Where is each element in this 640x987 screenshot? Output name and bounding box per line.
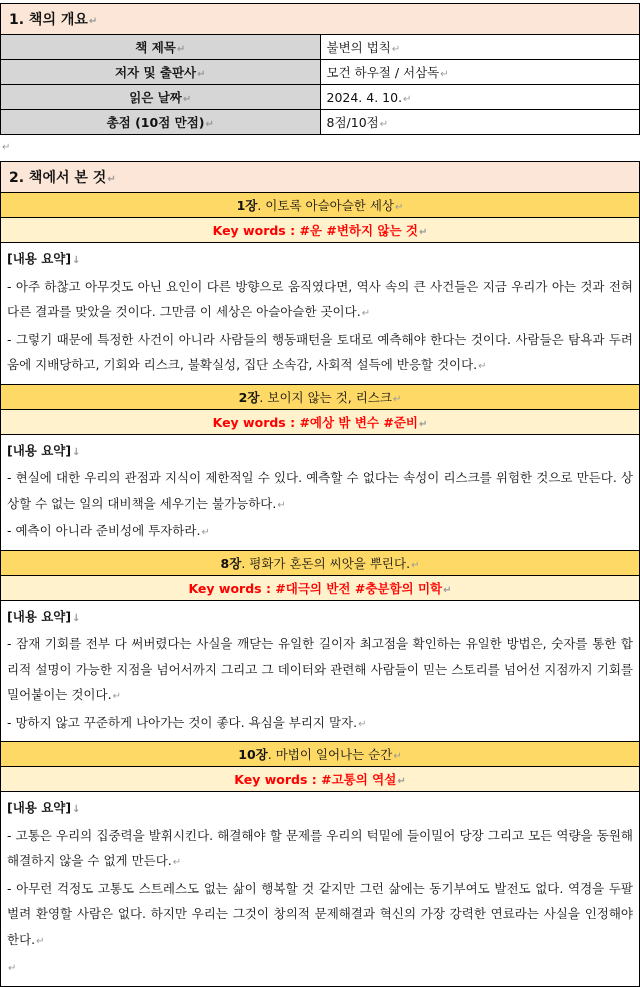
chapter-title: 2장. 보이지 않는 것, 리스크↵ [1, 384, 640, 409]
section2-title: 2. 책에서 본 것↵ [1, 162, 640, 193]
section1-title: 1. 책의 개요↵ [1, 4, 640, 35]
overview-label: 책 제목↵ [1, 35, 321, 60]
chapter-body [1, 243, 640, 385]
overview-value: 2024. 4. 10.↵ [320, 85, 640, 110]
keywords-row [1, 218, 640, 243]
keywords-row [1, 575, 640, 600]
summary-paragraph: - 망하지 않고 꾸준하게 나아가는 것이 좋다. 욕심을 부리지 말자.↵ [7, 714, 367, 730]
chapter-keywords: Key words : #고통의 역설↵ [1, 767, 640, 792]
keywords-row [1, 409, 640, 434]
summary-paragraph: - 아무런 걱정도 고통도 스트레스도 없는 삶이 행복할 것 같지만 그런 삶에는 동기부여도 발전도 없다. 역경을 두팔벌려 환영할 사람은 없다. 하지만 우리는 그것이 창의적 문제해결과 혁신의 가장 강력한 연료라는 사실을 인정해야 한다.↵ [7, 880, 633, 947]
chapter-body [1, 434, 640, 550]
overview-label: 저자 및 출판사↵ [1, 60, 321, 85]
chapter-title-row [1, 384, 640, 409]
summary-paragraph: - 현실에 대한 우리의 관점과 지식이 제한적일 수 있다. 예측할 수 없다는 속성이 리스크를 위험한 것으로 만든다. 상상할 수 없는 일의 대비책을 세우기는 불가능하다.↵ [7, 470, 633, 511]
chapter-keywords: Key words : #운 #변하지 않는 것↵ [1, 218, 640, 243]
summary-paragraph: - 그렇기 때문에 특정한 사건이 아니라 사람들의 행동패턴을 토대로 예측해야 한다는 것이다. 사람들은 탐욕과 두려움에 지배당하고, 기회와 리스크, 불확실성, 집단 소속감, 사회적 설득에 반응할 것이다.↵ [7, 331, 633, 372]
summary-label: [내용 요약]↓ [7, 251, 81, 266]
summary-label: [내용 요약]↓ [7, 608, 81, 624]
chapter-title: 1장. 이토록 아슬아슬한 세상↵ [1, 193, 640, 218]
overview-row-author [1, 60, 640, 85]
summary-paragraph: - 예측이 아니라 준비성에 투자하라.↵ [7, 523, 210, 538]
overview-table [0, 3, 640, 135]
chapters-table [0, 161, 640, 987]
chapter-title-row [1, 742, 640, 767]
overview-value: 불변의 법칙↵ [320, 35, 640, 60]
chapter-title-row [1, 193, 640, 218]
keywords-row [1, 767, 640, 792]
overview-row-title [1, 35, 640, 60]
summary-paragraph: - 고통은 우리의 집중력을 발휘시킨다. 해결해야 할 문제를 우리의 턱밑에 들이밀어 당장 그리고 모든 역량을 동원해 해결하지 않을 수 없게 만든다.↵ [7, 827, 633, 868]
chapter-body [1, 600, 640, 742]
chapter-keywords: Key words : #대극의 반전 #충분함의 미학↵ [1, 575, 640, 600]
overview-label: 읽은 날짜↵ [1, 85, 321, 110]
chapter-title: 10장. 마법이 일어나는 순간↵ [1, 742, 640, 767]
overview-label: 총점 (10점 만점)↵ [1, 110, 321, 135]
overview-row-score [1, 110, 640, 135]
chapter-title: 8장. 평화가 혼돈의 씨앗을 뿌린다.↵ [1, 550, 640, 575]
chapter-title-row [1, 550, 640, 575]
summary-paragraph: - 아주 하찮고 아무것도 아닌 요인이 다른 방향으로 움직였다면, 역사 속의 큰 사건들은 지금 우리가 아는 것과 전혀 다른 결과를 맞았을 것이다. 그만큼 이 세상은 아슬아슬한 곳이다.↵ [7, 278, 633, 319]
overview-value: 8점/10점↵ [320, 110, 640, 135]
chapter-keywords: Key words : #예상 밖 변수 #준비↵ [1, 409, 640, 434]
summary-label: [내용 요약]↓ [7, 800, 81, 815]
summary-label: [내용 요약]↓ [7, 442, 81, 458]
paragraph-mark: ↵ [8, 963, 17, 974]
paragraph-mark: ↵ [2, 142, 11, 153]
overview-row-date [1, 85, 640, 110]
overview-value: 모건 하우절 / 서삼독↵ [320, 60, 640, 85]
chapter-body [1, 792, 640, 987]
summary-paragraph: - 잠재 기회를 전부 다 써버렸다는 사실을 깨닫는 유일한 길이자 최고점을 확인하는 유일한 방법은, 숫자를 통한 합리적 설명이 가능한 지점을 넘어서까지 그리고 그 데이터와 관련해 사람들이 믿는 스토리를 넘어선 지점까지 기회를 밀어붙이는 것이다.↵ [7, 636, 633, 702]
